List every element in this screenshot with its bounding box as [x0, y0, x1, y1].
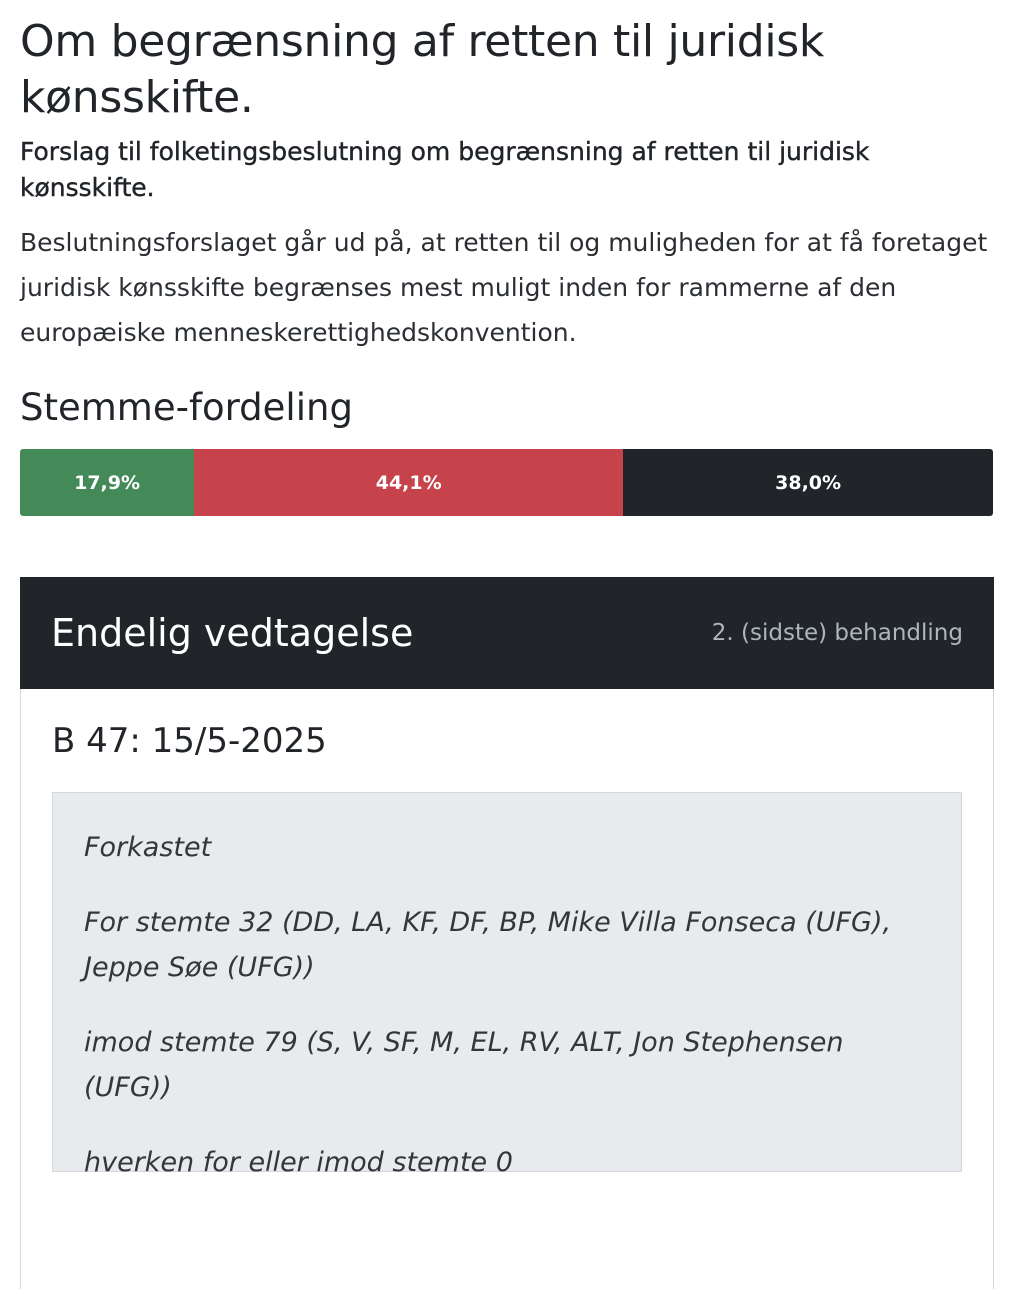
card-stage: 2. (sidste) behandling: [711, 620, 963, 646]
vote-title: B 47: 15/5-2025: [52, 721, 327, 761]
vote-segment-for: 17,9%: [20, 449, 194, 516]
vote-segment-absent: 38,0%: [623, 449, 993, 516]
proposal-subtitle: Forslag til folketingsbeslutning om begrænsning af retten til juridisk kønsskifte.: [20, 137, 870, 202]
page-content: [20, 0, 994, 1289]
card-header: [20, 577, 994, 689]
final-adoption-card: [20, 577, 994, 1289]
vote-segment-against: 44,1%: [194, 449, 623, 516]
vote-outcome: Forkastet: [84, 832, 212, 863]
votes-neither: hverken for eller imod stemte 0: [84, 1147, 513, 1178]
vote-result-box: [52, 792, 962, 1178]
vote-distribution-bar: [20, 449, 993, 516]
card-title: Endelig vedtagelse: [51, 611, 414, 655]
votes-against: imod stemte 79 (S, V, SF, M, EL, RV, ALT, Jon Stephensen (UFG)): [84, 1027, 844, 1103]
card-body: [20, 689, 994, 1289]
votes-for: For stemte 32 (DD, LA, KF, DF, BP, Mike Villa Fonseca (UFG), Jeppe Søe (UFG)): [84, 907, 892, 983]
proposal-description: Beslutningsforslaget går ud på, at retten til og muligheden for at få foretaget juridisk kønsskifte begrænses mest muligt inden for rammerne af den europæiske menneskerettighedskonvention.: [20, 228, 988, 347]
page-title: Om begrænsning af retten til juridisk kønsskifte.: [20, 16, 825, 123]
vote-distribution-heading: Stemme-fordeling: [20, 386, 353, 429]
